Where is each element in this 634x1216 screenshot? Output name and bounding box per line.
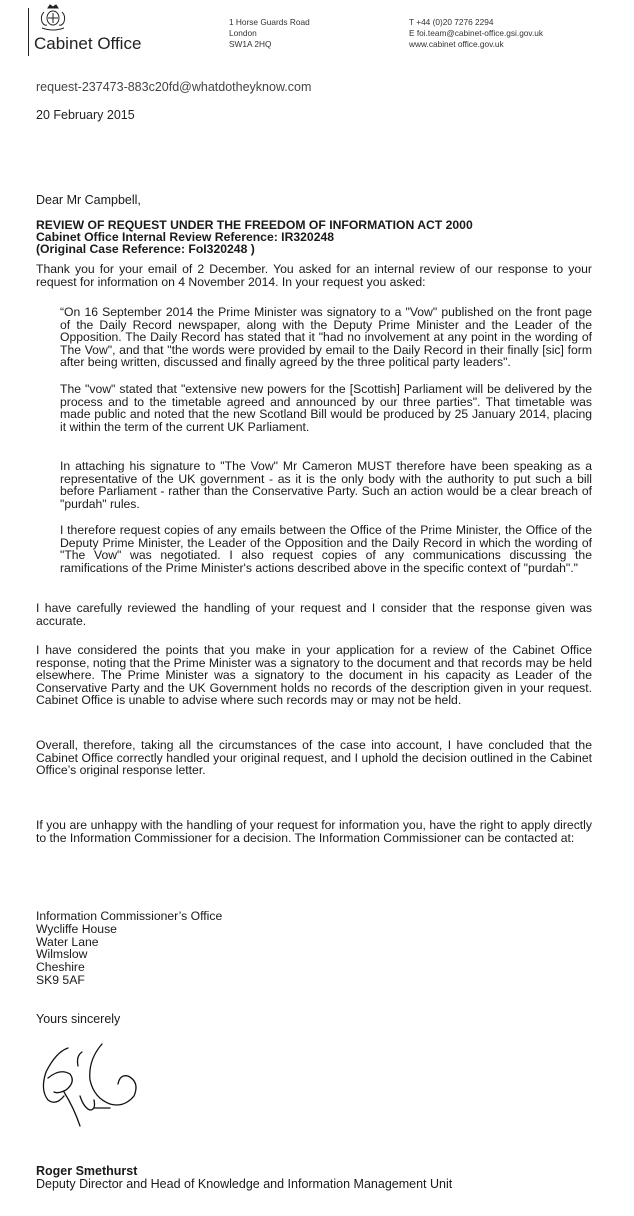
ico-address-line: Cheshire	[36, 960, 85, 975]
salutation: Dear Mr Campbell,	[36, 193, 141, 207]
letter-heading	[36, 219, 473, 255]
organisation-name: Cabinet Office	[34, 34, 142, 53]
ico-address	[36, 910, 222, 987]
ico-address-line: Wilmslow	[36, 947, 88, 962]
quoted-request-paragraph: “On 16 September 2014 the Prime Minister was signatory to a "Vow" published on the front page of the Daily Record newspaper, along with the Deputy Prime Minister and the Leader of the Opposition. The Daily Record has stated that it "had no involvement at any point in the wording of The Vow", and that "the words were provided by email to the Daily Record in their finally [sic] form after being written, discussed and finally agreed by the three political party leaders".	[60, 305, 592, 370]
body-paragraph: Overall, therefore, taking all the circumstances of the case into account, I have concluded that the Cabinet Office correctly handled your original request, and I uphold the decision outlined in the Cabinet Office’s original response letter.	[36, 738, 592, 778]
heading-title: REVIEW OF REQUEST UNDER THE FREEDOM OF INFORMATION ACT 2000	[36, 218, 473, 232]
body-paragraph: I have considered the points that you make in your application for a review of the Cabinet Office response, noting that the Prime Minister was a signatory to the document and that records may be held elsewhere. The Prime Minister was a signatory to the document in his capacity as Leader of the Conservative Party and the UK Government holds no records of the description given in your request. Cabinet Office is unable to advise where such records may or may not be held.	[36, 643, 592, 708]
intro-paragraph: Thank you for your email of 2 December. You asked for an internal review of our response to your request for information on 4 November 2014. In your request you asked:	[36, 262, 592, 289]
signatory-role: Deputy Director and Head of Knowledge and Information Management Unit	[36, 1177, 453, 1191]
signatory-name: Roger Smethurst	[36, 1164, 138, 1178]
sender-address	[229, 17, 310, 50]
body-paragraph: I have carefully reviewed the handling of your request and I consider that the response given was accurate.	[36, 601, 592, 628]
letter-date: 20 February 2015	[36, 108, 135, 122]
heading-case-ref: (Original Case Reference: FoI320248 )	[36, 242, 255, 256]
heading-review-ref: Cabinet Office Internal Review Reference: IR320248	[36, 230, 335, 244]
recipient-email: request-237473-883c20fd@whatdotheyknow.com	[36, 80, 312, 94]
logo-divider	[28, 8, 29, 56]
address-line: SW1A 2HQ	[229, 39, 272, 49]
contact-email: E foi.team@cabinet-office.gsi.gov.uk	[409, 28, 544, 38]
ico-address-line: Water Lane	[36, 934, 99, 949]
quoted-request-paragraph: In attaching his signature to "The Vow" Mr Cameron MUST therefore have been speaking as a representative of the UK government - as it is the only body with the authority to put such a bill before Parliament - rather than the Conservative Party. Such an action would be a clear breach of "purdah" rules.	[60, 459, 592, 511]
body-paragraph: If you are unhappy with the handling of your request for information you, have the right to apply directly to the Information Commissioner for a decision. The Information Commissioner can be contacted at:	[36, 818, 592, 845]
contact-web: www.cabinet office.gov.uk	[409, 39, 504, 49]
quoted-request-paragraph: The "vow" stated that "extensive new powers for the [Scottish] Parliament will be delivered by the process and to the timetable agreed and announced by our three parties". That timetable was made public and noted that the new Scotland Bill would be produced by 25 January 2014, placing it within the term of the current UK Parliament.	[60, 382, 592, 434]
handwritten-signature	[24, 1038, 144, 1134]
quoted-request-paragraph: I therefore request copies of any emails between the Office of the Prime Minister, the Office of the Deputy Prime Minister, the Leader of the Opposition and the Daily Record in which the wording of "The Vow" was negotiated. I also request copies of any communications discussing the ramifications of the Prime Minister's actions described above in the specific context of "purdah"."	[60, 523, 592, 575]
closing: Yours sincerely	[36, 1012, 121, 1026]
contact-phone: T +44 (0)20 7276 2294	[409, 17, 494, 27]
royal-crest-icon	[36, 4, 70, 34]
sender-contact	[409, 17, 543, 50]
address-line: 1 Horse Guards Road	[229, 17, 310, 27]
ico-address-line: Information Commissioner’s Office	[36, 909, 223, 923]
ico-address-line: Wycliffe House	[36, 921, 117, 936]
ico-address-line: SK9 5AF	[36, 972, 85, 987]
address-line: London	[229, 28, 257, 38]
